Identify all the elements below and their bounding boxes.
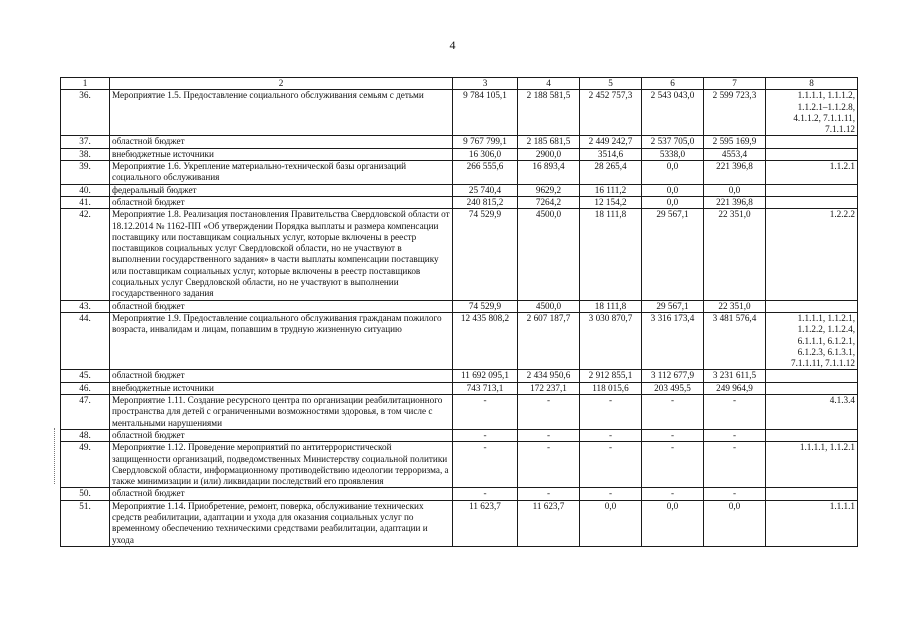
row-number: 49.: [61, 442, 110, 488]
target-indicators: [766, 184, 858, 196]
row-description: областной бюджет: [110, 300, 453, 312]
table-row: [61, 382, 858, 394]
value-col6: 3 316 173,4: [642, 312, 704, 369]
value-col3: 743 713,1: [453, 382, 518, 394]
value-col6: -: [642, 395, 704, 430]
target-indicators: [766, 148, 858, 160]
value-col7: 2 599 723,3: [704, 90, 766, 136]
row-number: 45.: [61, 370, 110, 382]
value-col5: 2 912 855,1: [580, 370, 642, 382]
value-col3: 11 692 095,1: [453, 370, 518, 382]
target-indicators: 4.1.3.4: [766, 395, 858, 430]
value-col5: 18 111,8: [580, 300, 642, 312]
value-col5: 3514,6: [580, 148, 642, 160]
value-col6: 2 543 043,0: [642, 90, 704, 136]
value-col3: 16 306,0: [453, 148, 518, 160]
value-col7: -: [704, 442, 766, 488]
table-row: [61, 90, 858, 136]
row-description: Мероприятие 1.11. Создание ресурсного центра по организации реабилитационного пространства для детей с ограниченными возможностями здоровья, в том числе с ментальными нарушениями: [110, 395, 453, 430]
row-number: 50.: [61, 488, 110, 500]
value-col3: -: [453, 429, 518, 441]
row-description: областной бюджет: [110, 370, 453, 382]
row-number: 47.: [61, 395, 110, 430]
header-cell: 3: [453, 78, 518, 90]
target-indicators: [766, 300, 858, 312]
value-col7: 0,0: [704, 184, 766, 196]
row-description: Мероприятие 1.8. Реализация постановления Правительства Свердловской области от 18.12.2014 № 1162-ПП «Об утверждении Порядка выплаты и размера компенсации поставщику или поставщикам социальных услуг, которые включены в реестр поставщиков социальных услуг Свердловской области, но не участвуют в выполнении государственного задания» в части выплаты компенсации поставщику или поставщикам социальных услуг, которые включены в реестр поставщиков социальных услуг Свердловской области, но не участвуют в выполнении государственного задания: [110, 209, 453, 300]
value-col5: 3 030 870,7: [580, 312, 642, 369]
value-col4: 2 185 681,5: [518, 136, 580, 148]
value-col4: 2 607 187,7: [518, 312, 580, 369]
header-cell: 4: [518, 78, 580, 90]
value-col3: 12 435 808,2: [453, 312, 518, 369]
value-col7: -: [704, 429, 766, 441]
value-col4: 2900,0: [518, 148, 580, 160]
value-col5: 118 015,6: [580, 382, 642, 394]
target-indicators: 1.2.2.2: [766, 209, 858, 300]
value-col5: -: [580, 442, 642, 488]
value-col6: 5338,0: [642, 148, 704, 160]
value-col7: 221 396,8: [704, 196, 766, 208]
table-row: [61, 488, 858, 500]
value-col3: 74 529,9: [453, 300, 518, 312]
value-col3: 11 623,7: [453, 500, 518, 546]
row-description: федеральный бюджет: [110, 184, 453, 196]
row-number: 36.: [61, 90, 110, 136]
row-number: 48.: [61, 429, 110, 441]
value-col4: -: [518, 429, 580, 441]
value-col6: 0,0: [642, 500, 704, 546]
target-indicators: [766, 136, 858, 148]
row-description: областной бюджет: [110, 429, 453, 441]
value-col3: 240 815,2: [453, 196, 518, 208]
value-col5: -: [580, 395, 642, 430]
header-cell: 7: [704, 78, 766, 90]
value-col6: 29 567,1: [642, 209, 704, 300]
target-indicators: 1.1.1.1, 1.1.1.2, 1.1.2.1–1.1.2.8, 4.1.1.2, 7.1.1.11, 7.1.1.12: [766, 90, 858, 136]
row-description: Мероприятие 1.6. Укрепление материально-технической базы организаций социального обслуживания: [110, 161, 453, 185]
row-description: Мероприятие 1.14. Приобретение, ремонт, поверка, обслуживание технических средств реабилитации, адаптации и ухода для оказания социальных услуг по временному обеспечению техническими средствами реабилитации, адаптации и ухода: [110, 500, 453, 546]
row-number: 46.: [61, 382, 110, 394]
header-cell: 8: [766, 78, 858, 90]
value-col5: 0,0: [580, 500, 642, 546]
target-indicators: [766, 382, 858, 394]
target-indicators: 1.1.1.1: [766, 500, 858, 546]
table-row: [61, 312, 858, 369]
value-col3: -: [453, 488, 518, 500]
value-col7: 3 481 576,4: [704, 312, 766, 369]
header-cell: 2: [110, 78, 453, 90]
value-col4: 2 188 581,5: [518, 90, 580, 136]
value-col4: 9629,2: [518, 184, 580, 196]
target-indicators: [766, 370, 858, 382]
value-col6: 29 567,1: [642, 300, 704, 312]
value-col7: 3 231 611,5: [704, 370, 766, 382]
table-row: [61, 196, 858, 208]
target-indicators: [766, 429, 858, 441]
value-col7: -: [704, 488, 766, 500]
table-row: [61, 370, 858, 382]
row-number: 40.: [61, 184, 110, 196]
row-description: Мероприятие 1.12. Проведение мероприятий по антитеррористической защищенности организаций, подведомственных Министерству социальной политики Свердловской области, информационному противодействию идеологии терроризма, а также минимизации и (или) ликвидации последствий его проявления: [110, 442, 453, 488]
value-col3: 9 767 799,1: [453, 136, 518, 148]
target-indicators: 1.1.1.1, 1.1.2.1: [766, 442, 858, 488]
value-col4: -: [518, 488, 580, 500]
target-indicators: 1.1.1.1, 1.1.2.1, 1.1.2.2, 1.1.2.4, 6.1.1.1, 6.1.2.1, 6.1.2.3, 6.1.3.1, 7.1.1.11, 7.1.1.12: [766, 312, 858, 369]
value-col6: 2 537 705,0: [642, 136, 704, 148]
row-number: 41.: [61, 196, 110, 208]
value-col3: 9 784 105,1: [453, 90, 518, 136]
row-number: 37.: [61, 136, 110, 148]
value-col3: -: [453, 395, 518, 430]
value-col6: -: [642, 442, 704, 488]
value-col6: 0,0: [642, 184, 704, 196]
table-row: [61, 136, 858, 148]
row-description: областной бюджет: [110, 488, 453, 500]
row-description: внебюджетные источники: [110, 382, 453, 394]
value-col6: 0,0: [642, 161, 704, 185]
table-row: [61, 429, 858, 441]
row-description: внебюджетные источники: [110, 148, 453, 160]
row-number: 51.: [61, 500, 110, 546]
header-row: [61, 78, 858, 90]
table-row: [61, 442, 858, 488]
value-col6: 0,0: [642, 196, 704, 208]
row-number: 44.: [61, 312, 110, 369]
target-indicators: [766, 488, 858, 500]
target-indicators: [766, 196, 858, 208]
header-cell: 6: [642, 78, 704, 90]
value-col6: 203 495,5: [642, 382, 704, 394]
value-col5: 12 154,2: [580, 196, 642, 208]
row-number: 43.: [61, 300, 110, 312]
value-col7: 0,0: [704, 500, 766, 546]
page-number: 4: [449, 38, 456, 52]
value-col4: -: [518, 442, 580, 488]
target-indicators: 1.1.2.1: [766, 161, 858, 185]
value-col5: -: [580, 429, 642, 441]
row-description: Мероприятие 1.5. Предоставление социального обслуживания семьям с детьми: [110, 90, 453, 136]
value-col4: 7264,2: [518, 196, 580, 208]
value-col3: 266 555,6: [453, 161, 518, 185]
table-row: [61, 395, 858, 430]
value-col3: -: [453, 442, 518, 488]
value-col5: -: [580, 488, 642, 500]
row-description: Мероприятие 1.9. Предоставление социального обслуживания гражданам пожилого возраста, инвалидам и лицам, попавшим в трудную жизненную ситуацию: [110, 312, 453, 369]
value-col7: 22 351,0: [704, 300, 766, 312]
value-col6: -: [642, 429, 704, 441]
value-col6: 3 112 677,9: [642, 370, 704, 382]
table-row: [61, 209, 858, 300]
row-number: 42.: [61, 209, 110, 300]
value-col7: 4553,4: [704, 148, 766, 160]
value-col4: 2 434 950,6: [518, 370, 580, 382]
value-col7: 22 351,0: [704, 209, 766, 300]
value-col4: 172 237,1: [518, 382, 580, 394]
value-col4: 4500,0: [518, 300, 580, 312]
value-col7: 2 595 169,9: [704, 136, 766, 148]
row-number: 39.: [61, 161, 110, 185]
row-number: 38.: [61, 148, 110, 160]
value-col6: -: [642, 488, 704, 500]
row-description: областной бюджет: [110, 136, 453, 148]
table-row: [61, 500, 858, 546]
value-col5: 18 111,8: [580, 209, 642, 300]
table-row: [61, 161, 858, 185]
table-row: [61, 148, 858, 160]
value-col7: 249 964,9: [704, 382, 766, 394]
value-col7: -: [704, 395, 766, 430]
header-cell: 1: [61, 78, 110, 90]
header-cell: 5: [580, 78, 642, 90]
value-col5: 16 111,2: [580, 184, 642, 196]
value-col7: 221 396,8: [704, 161, 766, 185]
budget-table: [60, 77, 858, 547]
table-row: [61, 300, 858, 312]
value-col4: 11 623,7: [518, 500, 580, 546]
value-col3: 25 740,4: [453, 184, 518, 196]
table-row: [61, 184, 858, 196]
value-col4: 16 893,4: [518, 161, 580, 185]
value-col4: -: [518, 395, 580, 430]
value-col5: 28 265,4: [580, 161, 642, 185]
value-col4: 4500,0: [518, 209, 580, 300]
value-col3: 74 529,9: [453, 209, 518, 300]
value-col5: 2 452 757,3: [580, 90, 642, 136]
row-description: областной бюджет: [110, 196, 453, 208]
value-col5: 2 449 242,7: [580, 136, 642, 148]
